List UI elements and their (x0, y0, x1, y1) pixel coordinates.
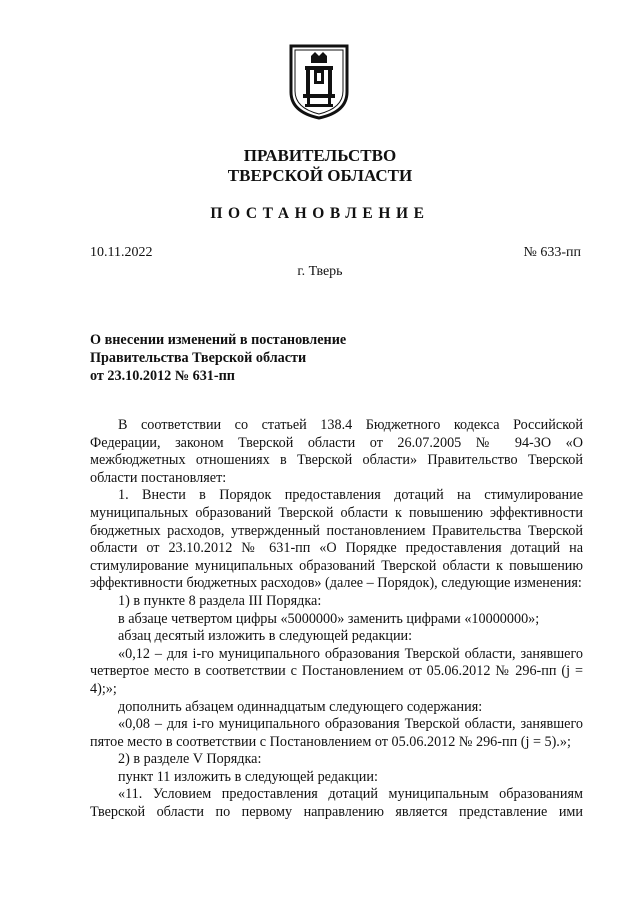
document-date: 10.11.2022 (90, 245, 153, 260)
document-body (90, 417, 583, 822)
government-name-line2: ТВЕРСКОЙ ОБЛАСТИ (227, 166, 413, 185)
document-number: № 633-пп (523, 245, 581, 260)
subject-line: от 23.10.2012 № 631-пп (90, 368, 235, 384)
body-paragraph: пункт 11 изложить в следующей редакции: (118, 768, 378, 785)
subject-line: О внесении изменений в постановление (90, 332, 347, 348)
government-name-line1: ПРАВИТЕЛЬСТВО (243, 146, 397, 165)
body-paragraph: «0,12 – для i-го муниципального образования Тверской области, занявшего четвертое место в соответствии с Постановлением от 05.06.2012 № 296-пп (j = 4);»; (90, 645, 583, 697)
body-paragraph: 1) в пункте 8 раздела III Порядка: (118, 592, 322, 609)
body-paragraph: 1. Внести в Порядок предоставления дотаций на стимулирование муниципальных образований Тверской области к повышению эффективности бюджетных расходов, утвержденный постановлением Правительства Тверской области от 23.10.2012 № 631-пп «О Порядке предоставления дотаций на стимулирование муниципальных образований Тверской области к повышению эффективности бюджетных расходов» (далее – Порядок), следующие изменения: (90, 487, 583, 592)
body-paragraph: абзац десятый изложить в следующей редакции: (118, 628, 413, 645)
body-paragraph: «0,08 – для i-го муниципального образования Тверской области, занявшего пятое место в соответствии с Постановлением от 05.06.2012 № 296-пп (j = 5).»; (90, 716, 583, 750)
document-city: г. Тверь (297, 264, 343, 279)
body-paragraph: 2) в разделе V Порядка: (118, 751, 262, 768)
subject-line: Правительства Тверской области (90, 350, 307, 366)
body-paragraph: дополнить абзацем одиннадцатым следующего содержания: (118, 698, 483, 715)
document-subject (90, 331, 346, 385)
coat-of-arms-emblem (289, 44, 349, 120)
document-type-title: ПОСТАНОВЛЕНИЕ (210, 205, 430, 222)
body-paragraph: В соответствии со статьей 138.4 Бюджетного кодекса Российской Федерации, законом Тверской области от 26.07.2005 № 94-ЗО «О межбюджетных отношениях в Тверской области» Правительство Тверской области постановляет: (90, 417, 583, 486)
body-paragraph: в абзаце четвертом цифры «5000000» заменить цифрами «10000000»; (118, 610, 540, 627)
body-paragraph: «11. Условием предоставления дотаций муниципальным образованиям Тверской области по первому направлению является представление ими (90, 786, 583, 821)
